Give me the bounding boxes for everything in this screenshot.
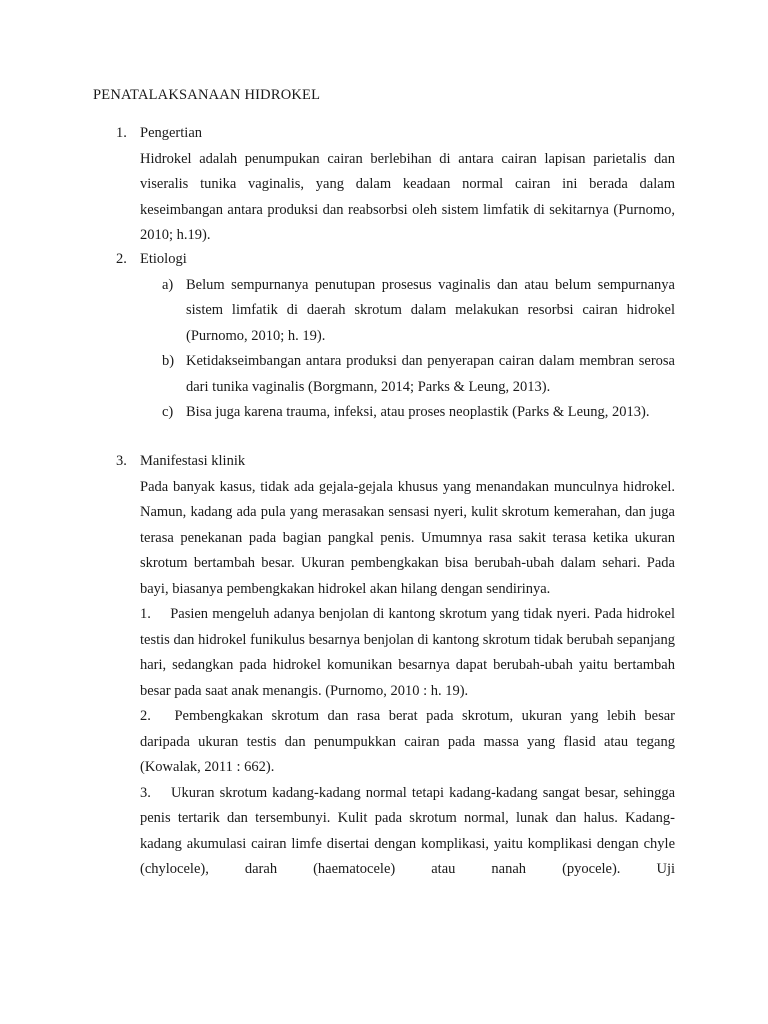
- section-label: Pengertian: [140, 125, 203, 141]
- section-label: Manifestasi klinik: [140, 453, 246, 469]
- paragraph-text: Ukuran skrotum kadang-kadang normal tetapi kadang-kadang sangat besar, sehingga penis tertarik dan tersembunyi. Kulit pada skrotum normal, lunak dan halus. Kadang-kadang akumulasi cairan limfe disertai dengan komplikasi, yaitu komplikasi dengan chyle (chylocele), darah (haematocele) atau nanah (pyocele). Uji: [140, 784, 675, 877]
- numbered-paragraph: [140, 781, 675, 883]
- list-item-marker: b): [162, 353, 175, 369]
- paragraph-text: Pembengkakan skrotum dan rasa berat pada skrotum, ukuran yang lebih besar daripada ukuran testis dan penumpukkan cairan pada massa yang flasid atau tegang (Kowalak, 2011 : 662).: [140, 708, 676, 775]
- section-heading: [93, 121, 675, 147]
- list-item: [162, 273, 675, 350]
- paragraph-text: Pasien mengeluh adanya benjolan di kantong skrotum yang tidak nyeri. Pada hidrokel testis dan hidrokel funikulus besarnya benjolan di kantong skrotum tidak berubah sepanjang hari, sedangkan pada hidrokel komunikan besarnya dapat berubah-ubah yaitu bertambah besar pada saat anak menangis. (Purnomo, 2010 : h. 19).: [140, 606, 675, 699]
- list-item-marker: a): [162, 276, 174, 293]
- section-manifestasi-klinik: [93, 449, 675, 883]
- section-etiologi: [93, 247, 675, 426]
- paragraph-number: 2.: [140, 708, 151, 724]
- document-title: PENATALAKSANAAN HIDROKEL: [93, 87, 321, 103]
- section-body: Pada banyak kasus, tidak ada gejala-gejala khusus yang menandakan munculnya hidrokel. Namun, kadang ada pula yang merasakan sensasi nyeri, kulit skrotum kemerahan, dan juga terasa penekanan pada bagian pangkal penis. Umumnya rasa sakit terasa ketika ukuran skrotum bertambah besar. Ukuran pembengkakan bisa berubah-ubah dalam sehari. Pada bayi, biasanya pembengkakan hidrokel akan hilang dengan sendirinya.: [140, 478, 675, 597]
- numbered-paragraph: [140, 704, 675, 781]
- section-body: Hidrokel adalah penumpukan cairan berlebihan di antara cairan lapisan parietalis dan viseralis tunika vaginalis, yang dalam keadaan normal cairan ini berada dalam keseimbangan antara produksi dan reabsorbsi oleh sistem limfatik di sekitarnya (Purnomo, 2010; h.19).: [140, 150, 675, 243]
- section-heading: [93, 247, 675, 273]
- section-number: 2.: [116, 251, 127, 267]
- paragraph-number: 1.: [140, 606, 151, 622]
- list-item: [162, 400, 675, 426]
- list-item-marker: c): [162, 404, 174, 420]
- section-heading: [93, 449, 675, 475]
- section-label: Etiologi: [140, 251, 187, 267]
- numbered-paragraph: [140, 602, 675, 704]
- section-number: 1.: [116, 125, 127, 141]
- list-item: [162, 349, 675, 400]
- section-pengertian: [93, 121, 675, 249]
- section-number: 3.: [116, 453, 127, 469]
- paragraph-number: 3.: [140, 784, 151, 801]
- list-item-text: Belum sempurnanya penutupan prosesus vaginalis dan atau belum sempurnanya sistem limfatik di daerah skrotum dalam melakukan resorbsi cairan hidrokel (Purnomo, 2010; h. 19).: [186, 276, 675, 344]
- list-item-text: Bisa juga karena trauma, infeksi, atau proses neoplastik (Parks & Leung, 2013).: [186, 404, 650, 420]
- list-item-text: Ketidakseimbangan antara produksi dan penyerapan cairan dalam membran serosa dari tunika vaginalis (Borgmann, 2014; Parks & Leung, 2013).: [186, 353, 675, 395]
